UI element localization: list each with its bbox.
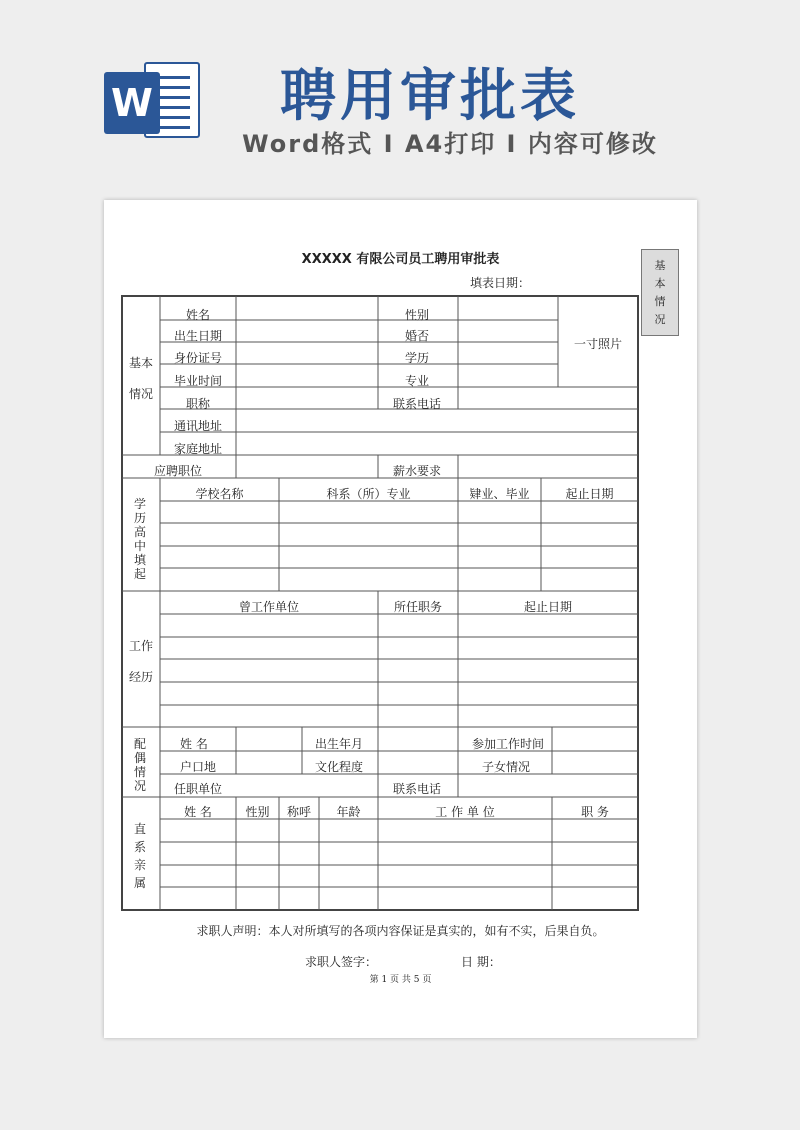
form-title: XXXXX 有限公司员工聘用审批表 — [301, 252, 500, 267]
id-number-label: 身份证号 — [174, 351, 223, 365]
banner-title: 聘用审批表 — [280, 64, 580, 129]
fill-date-label: 填表日期： — [470, 276, 531, 290]
spouse-phone-label: 联系电话 — [393, 782, 442, 796]
side-tab-char: 情 — [654, 294, 666, 308]
family-header-name: 姓 名 — [184, 805, 212, 819]
graduation-time-label: 毕业时间 — [174, 374, 223, 388]
basic-section-label-1: 基本 — [129, 356, 154, 370]
edu-header-school: 学校名称 — [195, 487, 244, 501]
banner-subtitle: Word格式 I A4打印 I 内容可修改 — [242, 130, 658, 158]
spouse-hukou-label: 户口地 — [180, 760, 217, 774]
applicant-signature-label: 求职人签字： — [305, 955, 378, 969]
spouse-employer-label: 任职单位 — [174, 782, 223, 796]
children-label: 子女情况 — [482, 760, 531, 774]
family-header-job: 职 务 — [581, 805, 609, 819]
spouse-culture-label: 文化程度 — [315, 760, 364, 774]
work-header-employer: 曾工作单位 — [238, 600, 299, 614]
salary-label: 薪水要求 — [393, 464, 442, 478]
signature-date-label: 日 期： — [461, 955, 501, 969]
work-section-label-2: 经历 — [129, 670, 154, 684]
birth-date-label: 出生日期 — [174, 329, 223, 343]
spouse-name-label: 姓 名 — [180, 737, 208, 751]
education-label: 学历 — [405, 351, 430, 365]
education-section-label: 学 历 高 中 填 起 — [133, 497, 146, 581]
page-number: 第 1 页 共 5 页 — [369, 975, 432, 985]
marital-label: 婚否 — [405, 329, 430, 343]
photo-placeholder: 一寸照片 — [574, 337, 623, 351]
spouse-section-label: 配 偶 情 况 — [133, 737, 146, 793]
home-address-label: 家庭地址 — [174, 442, 223, 456]
work-header-role: 所任职务 — [393, 600, 442, 614]
work-header-dates: 起止日期 — [523, 600, 572, 614]
phone-label: 联系电话 — [393, 397, 442, 411]
family-header-age: 年龄 — [336, 805, 361, 819]
side-tab-char: 况 — [654, 312, 666, 326]
work-section-label-1: 工作 — [129, 639, 154, 653]
edu-header-dates: 起止日期 — [565, 487, 614, 501]
title-label: 职称 — [186, 397, 211, 411]
applicant-declaration: 求职人声明：本人对所填写的各项内容保证是真实的，如有不实，后果自负。 — [196, 924, 605, 938]
spouse-birth-label: 出生年月 — [315, 737, 364, 751]
position-label: 应聘职位 — [154, 464, 203, 478]
side-tab-char: 本 — [654, 276, 666, 290]
word-letter-badge: W — [104, 72, 160, 134]
side-tab-char: 基 — [654, 258, 666, 272]
family-header-gender: 性别 — [245, 805, 270, 819]
family-section-label: 直 系 亲 属 — [133, 822, 146, 890]
family-header-relation: 称呼 — [286, 805, 311, 819]
edu-header-status: 肄业、毕业 — [469, 487, 530, 501]
gender-label: 性别 — [405, 308, 430, 322]
family-header-employer: 工 作 单 位 — [435, 805, 495, 819]
basic-section-label-2: 情况 — [129, 387, 154, 401]
name-label: 姓名 — [186, 308, 211, 322]
mail-address-label: 通讯地址 — [174, 419, 223, 433]
edu-header-major: 科系（所）专业 — [326, 487, 411, 501]
major-label: 专业 — [405, 374, 430, 388]
spouse-work-start-label: 参加工作时间 — [472, 737, 545, 751]
